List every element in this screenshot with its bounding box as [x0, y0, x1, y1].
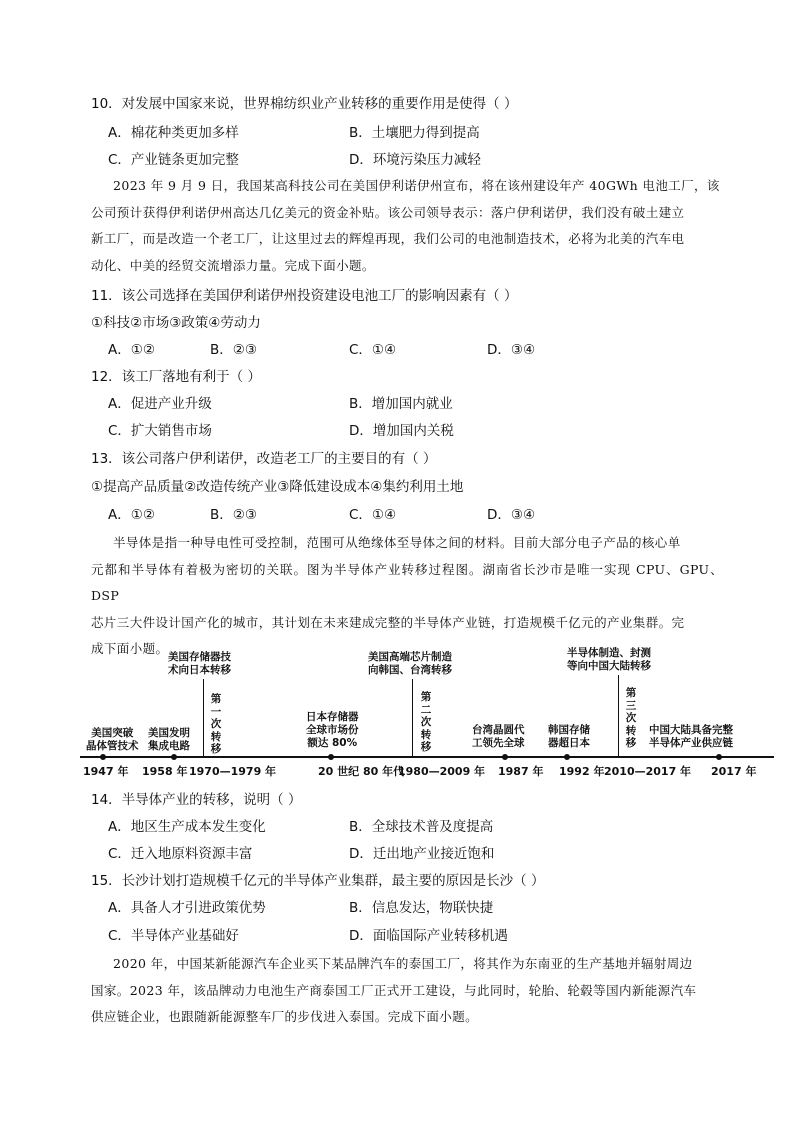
question-12-option-c: C．扩大销售市场: [108, 423, 212, 439]
question-13-option-b: B．②③: [210, 507, 257, 523]
timeline-top-event-3: 半导体制造、封测 等向中国大陆转移: [567, 647, 651, 672]
timeline-separator: [203, 679, 204, 757]
timeline-axis: [80, 756, 774, 758]
question-11-items: ①科技②市场③政策④劳动力: [91, 315, 261, 331]
passage-new-energy-vehicle: [91, 951, 723, 1031]
timeline-event-1987: 台湾晶圆代 工领先全球: [472, 724, 525, 749]
question-13-option-d: D．③④: [487, 507, 536, 523]
question-10-option-c: C．产业链条更加完整: [108, 152, 239, 168]
timeline-top-event-2: 美国高端芯片制造 向韩国、台湾转移: [368, 651, 452, 676]
timeline-dot: [100, 754, 106, 760]
timeline-year: 1958 年: [142, 765, 188, 778]
question-15-stem: 15．长沙计划打造规模千亿元的半导体产业集群，最主要的原因是长沙（ ）: [91, 873, 545, 889]
question-10-stem: 10．对发展中国家来说，世界棉纺织业产业转移的重要作用是使得（ ）: [91, 96, 518, 112]
question-12-stem: 12．该工厂落地有利于（ ）: [91, 369, 261, 385]
timeline-year: 1947 年: [83, 765, 129, 778]
passage-line: 2020 年，中国某新能源汽车企业买下某品牌汽车的泰国工厂，将其作为东南亚的生产基地并辐射周边: [113, 956, 693, 971]
question-12-option-a: A．促进产业升级: [108, 396, 212, 412]
question-13-option-c: C．①④: [349, 507, 397, 523]
question-15-option-b: B．信息发达，物联快捷: [349, 900, 494, 916]
passage-semiconductor: [91, 530, 723, 663]
question-13-option-a: A．①②: [108, 507, 155, 523]
question-10-option-d: D．环境污染压力减轻: [349, 152, 481, 168]
question-11-option-b: B．②③: [210, 342, 257, 358]
passage-line: 成下面小题。: [91, 641, 169, 656]
question-14-option-a: A．地区生产成本发生变化: [108, 819, 266, 835]
timeline-year: 1980—2009 年: [398, 765, 486, 778]
semiconductor-transfer-timeline: [80, 645, 780, 785]
timeline-year: 2010—2017 年: [604, 765, 692, 778]
question-12-option-d: D．增加国内关税: [349, 423, 454, 439]
passage-battery-factory: [91, 173, 723, 279]
passage-line: 半导体是指一种导电性可受控制，范围可从绝缘体至导体之间的材料。目前大部分电子产品的核心单: [113, 535, 681, 550]
timeline-dot: [716, 754, 722, 760]
timeline-event-1958: 美国发明 集成电路: [148, 727, 190, 752]
passage-line: 2023 年 9 月 9 日，我国某高科技公司在美国伊利诺伊州宣布，将在该州建设年产 40GWh 电池工厂，该: [113, 178, 720, 193]
question-15-option-c: C．半导体产业基础好: [108, 928, 239, 944]
timeline-dot: [328, 754, 334, 760]
question-11-option-c: C．①④: [349, 342, 397, 358]
timeline-transfer-2: 第二次转移: [420, 691, 432, 753]
passage-line: 供应链企业，也跟随新能源整车厂的步伐进入泰国。完成下面小题。: [91, 1009, 479, 1024]
question-12-option-b: B．增加国内就业: [349, 396, 453, 412]
timeline-dot: [502, 754, 508, 760]
timeline-event-1992: 韩国存储 器超日本: [548, 724, 590, 749]
question-11-option-a: A．①②: [108, 342, 155, 358]
timeline-event-2017: 中国大陆具备完整 半导体产业供应链: [649, 724, 733, 749]
passage-line: 动化、中美的经贸交流增添力量。完成下面小题。: [91, 257, 375, 273]
question-14-option-b: B．全球技术普及度提高: [349, 819, 494, 835]
timeline-dot: [564, 754, 570, 760]
timeline-year: 2017 年: [711, 765, 757, 778]
question-13-stem: 13．该公司落户伊利诺伊，改造老工厂的主要目的有（ ）: [91, 451, 437, 467]
timeline-top-event-1: 美国存储器技 术向日本转移: [168, 651, 231, 676]
timeline-separator: [618, 675, 619, 757]
timeline-event-1947: 美国突破 晶体管技术: [86, 727, 139, 752]
timeline-year: 1970—1979 年: [189, 765, 277, 778]
passage-line: 公司预计获得伊利诺伊州高达几亿美元的资金补贴。该公司领导表示：落户伊利诺伊，我们没有破土建立: [91, 204, 685, 220]
question-13-items: ①提高产品质量②改造传统产业③降低建设成本④集约利用土地: [91, 479, 464, 495]
passage-line: 芯片三大件设计国产化的城市，其计划在未来建成完整的半导体产业链，打造规模千亿元的产业集群。完: [91, 614, 685, 630]
passage-line: 元都和半导体有着极为密切的关联。图为半导体产业转移过程图。湖南省长沙市是唯一实现 CPU、GPU、DSP: [91, 561, 723, 603]
timeline-transfer-3: 第三次转移: [625, 687, 637, 749]
question-14-stem: 14．半导体产业的转移，说明（ ）: [91, 792, 302, 808]
timeline-separator: [412, 679, 413, 757]
question-11-option-d: D．③④: [487, 342, 536, 358]
timeline-year: 20 世纪 80 年代: [318, 765, 405, 778]
question-10-option-a: A．棉花种类更加多样: [108, 125, 239, 141]
passage-line: 国家。2023 年，该品牌动力电池生产商泰国工厂正式开工建设，与此同时，轮胎、轮毂等国内新能源汽车: [91, 982, 697, 998]
timeline-year: 1987 年: [498, 765, 544, 778]
question-14-option-c: C．迁入地原料资源丰富: [108, 846, 253, 862]
question-14-option-d: D．迁出地产业接近饱和: [349, 846, 495, 862]
question-15-option-d: D．面临国际产业转移机遇: [349, 928, 508, 944]
passage-line: 新工厂，而是改造一个老工厂，让这里过去的辉煌再现，我们公司的电池制造技术，必将为北美的汽车电: [91, 231, 685, 246]
timeline-dot: [171, 754, 177, 760]
timeline-event-1980s: 日本存储器 全球市场份 额达 80%: [306, 711, 359, 749]
timeline-year: 1992 年: [559, 765, 605, 778]
question-10-option-b: B．土壤肥力得到提高: [349, 125, 480, 141]
timeline-transfer-1: 第一次转移: [210, 693, 222, 755]
question-11-stem: 11．该公司选择在美国伊利诺伊州投资建设电池工厂的影响因素有（ ）: [91, 288, 518, 304]
question-15-option-a: A．具备人才引进政策优势: [108, 900, 266, 916]
